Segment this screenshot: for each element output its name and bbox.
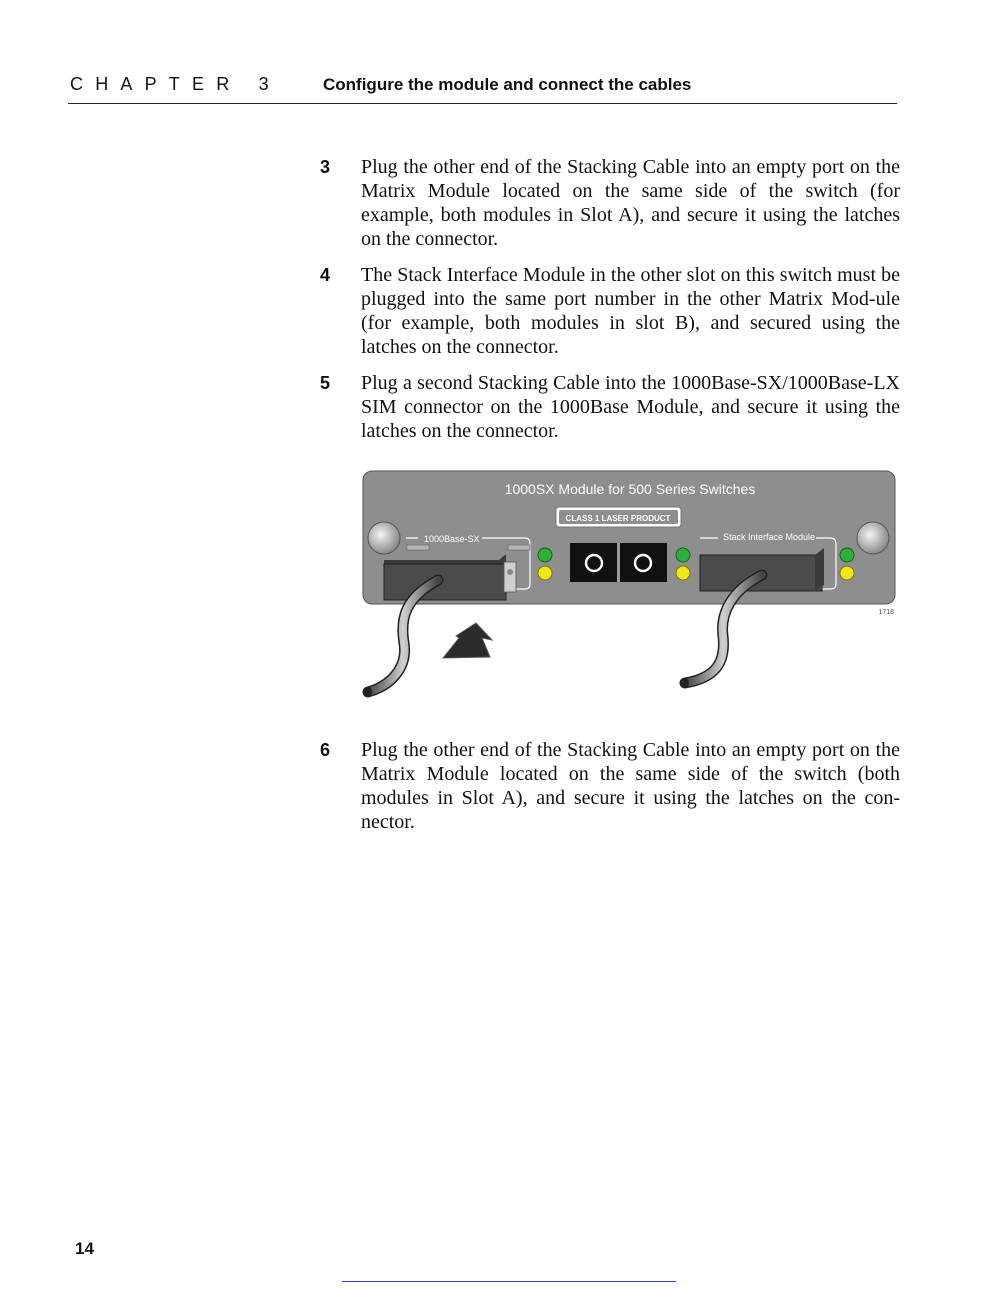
step-number: 4 — [320, 265, 331, 285]
step-number: 3 — [320, 157, 331, 177]
module-illustration — [360, 468, 900, 708]
led-yellow-icon — [676, 566, 690, 580]
left-screw-icon — [368, 522, 400, 554]
step-text: Plug the other end of the Stacking Cable into an empty port on the Matrix Module located on the same side of the switch (both modules in Slot A), and secure it using the latches on the con-nector. — [361, 739, 900, 833]
left-port-label: 1000Base-SX — [424, 534, 480, 544]
led-green-icon — [538, 548, 552, 562]
step-item — [320, 155, 900, 251]
step-item — [320, 263, 900, 359]
led-yellow-icon — [538, 566, 552, 580]
footer-link-underline[interactable] — [342, 1281, 676, 1282]
step-item — [320, 738, 900, 834]
chapter-title: Configure the module and connect the cables — [323, 75, 692, 94]
figure-id: 1718 — [878, 609, 894, 616]
left-stacking-connector — [384, 564, 506, 600]
step-item — [320, 371, 900, 443]
right-screw-icon — [857, 522, 889, 554]
step-text: Plug the other end of the Stacking Cable into an empty port on the Matrix Module located on the same side of the switch (for example, both modules in Slot A), and secure it using the latches on the connector. — [361, 156, 900, 250]
step-text: Plug a second Stacking Cable into the 1000Base-SX/1000Base-LX SIM connector on the 1000Base Module, and secure it using the latches on the connector. — [361, 372, 900, 442]
led-yellow-icon — [840, 566, 854, 580]
module-title: 1000SX Module for 500 Series Switches — [504, 481, 756, 497]
step-number: 6 — [320, 740, 331, 760]
led-green-icon — [840, 548, 854, 562]
step-number: 5 — [320, 373, 331, 393]
laser-label: CLASS 1 LASER PRODUCT — [565, 514, 671, 523]
right-port-label: Stack Interface Module — [723, 532, 816, 542]
steps-list-bottom — [320, 738, 900, 846]
step-text: The Stack Interface Module in the other slot on this switch must be plugged into the same port number in the other Matrix Mod-ule (for example, both modules in slot B), and secured using the latches on the connector. — [361, 264, 900, 358]
steps-list-top — [320, 155, 900, 455]
insertion-arrow-icon — [443, 623, 492, 658]
page-number: 14 — [75, 1239, 94, 1258]
header-divider — [68, 103, 897, 104]
led-green-icon — [676, 548, 690, 562]
chapter-label: CHAPTER 3 — [70, 74, 281, 94]
